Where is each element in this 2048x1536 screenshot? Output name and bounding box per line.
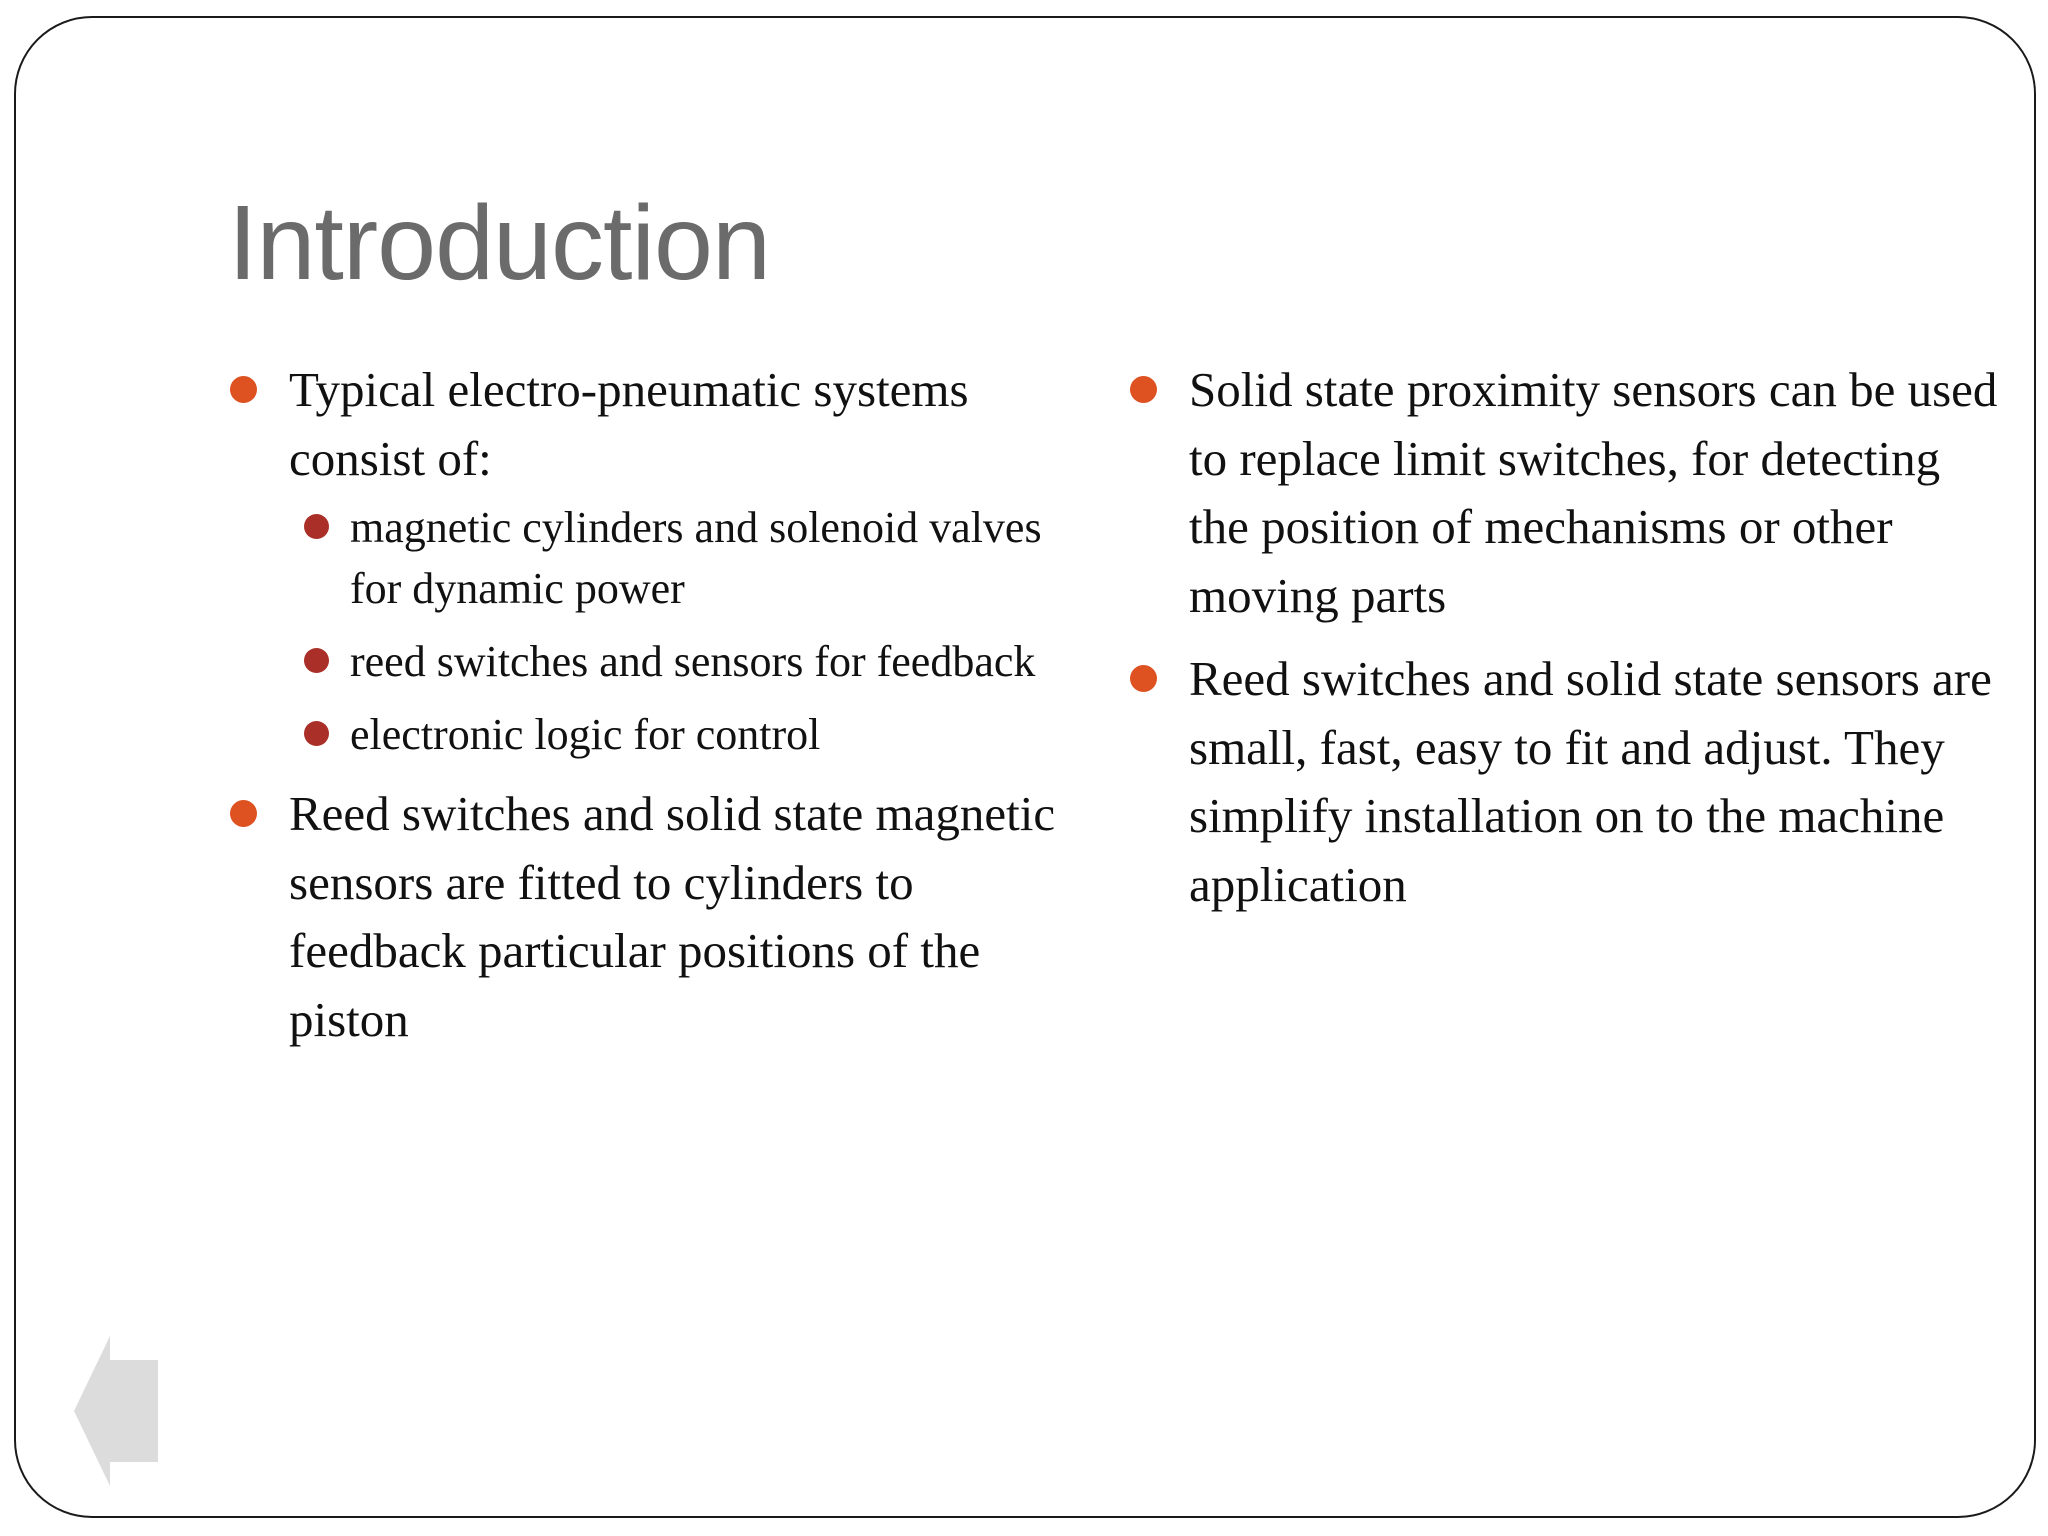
right-bullet-list bbox=[1130, 356, 2010, 919]
bullet-text: Reed switches and solid state sensors are small, fast, easy to fit and adjust. They simplify installation on to the machine application bbox=[1189, 651, 1992, 912]
sub-bullet-text: reed switches and sensors for feedback bbox=[350, 637, 1036, 686]
sub-bullet-item bbox=[291, 631, 1090, 692]
sub-bullet-text: magnetic cylinders and solenoid valves for dynamic power bbox=[350, 503, 1042, 613]
bullet-dot-icon bbox=[1130, 665, 1157, 692]
sub-bullet-dot-icon bbox=[304, 648, 329, 673]
sub-bullet-list bbox=[289, 497, 1090, 765]
bullet-dot-icon bbox=[230, 800, 257, 827]
bullet-dot-icon bbox=[1130, 376, 1157, 403]
bullet-item bbox=[230, 356, 1090, 765]
left-column bbox=[230, 356, 1090, 1069]
back-arrow-shape bbox=[74, 1336, 158, 1486]
sub-bullet-text: electronic logic for control bbox=[350, 710, 821, 759]
slide-title: Introduction bbox=[228, 184, 770, 302]
bullet-text: Solid state proximity sensors can be used to replace limit switches, for detecting the position of mechanisms or other moving parts bbox=[1189, 362, 1998, 623]
sub-bullet-dot-icon bbox=[304, 721, 329, 746]
bullet-dot-icon bbox=[230, 376, 257, 403]
sub-bullet-item bbox=[291, 497, 1090, 619]
bullet-text: Typical electro-pneumatic systems consist of: bbox=[289, 362, 969, 486]
left-bullet-list bbox=[230, 356, 1090, 1054]
sub-bullet-item bbox=[291, 704, 1090, 765]
sub-bullet-dot-icon bbox=[304, 514, 329, 539]
right-column bbox=[1130, 356, 2010, 934]
bullet-item bbox=[1130, 645, 2010, 919]
bullet-text: Reed switches and solid state magnetic sensors are fitted to cylinders to feedback particular positions of the piston bbox=[289, 786, 1056, 1047]
bullet-item bbox=[1130, 356, 2010, 630]
back-arrow-icon[interactable] bbox=[74, 1336, 158, 1486]
bullet-item bbox=[230, 780, 1090, 1054]
slide bbox=[14, 16, 2036, 1518]
